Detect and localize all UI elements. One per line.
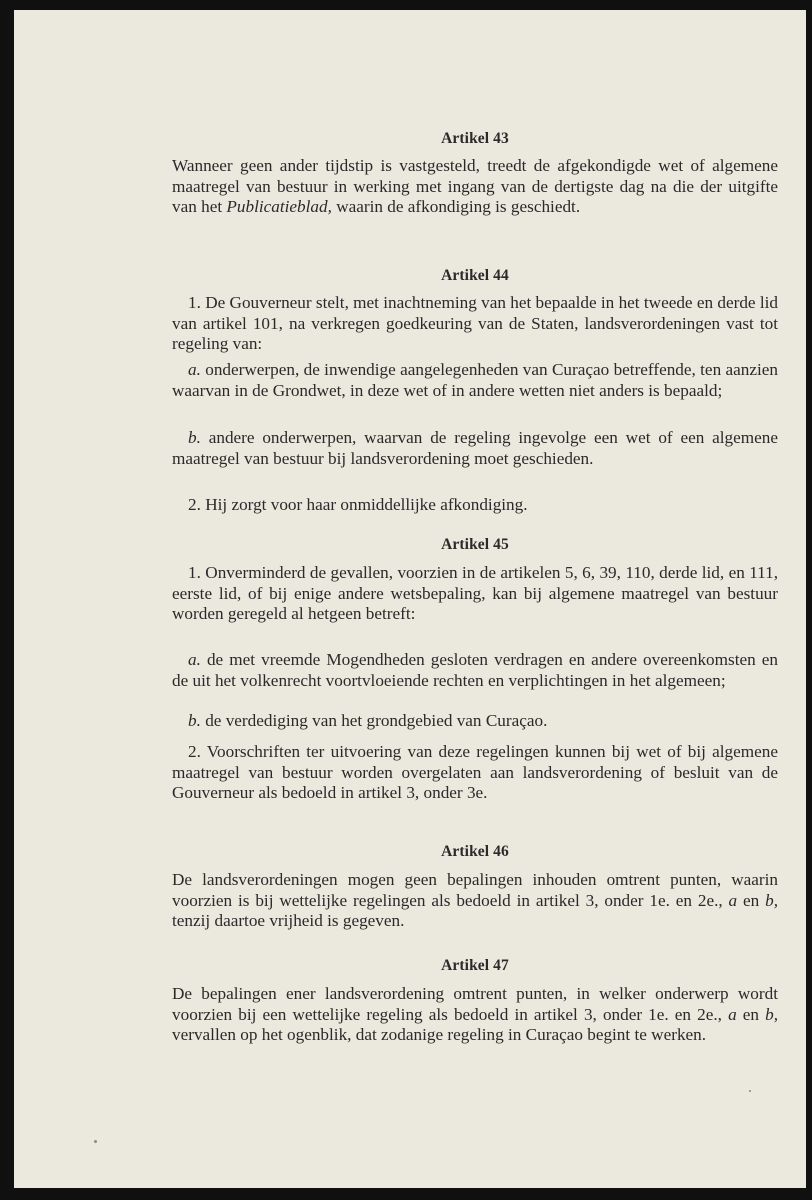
- artikel-47-paragraph: [172, 984, 778, 1046]
- artikel-45-para-1: [172, 563, 778, 625]
- artikel-44-item-a-label: a.: [188, 360, 201, 379]
- artikel-47-text-after: vervallen op het ogenblik, dat zodanige regeling in Curaçao begint te werken.: [172, 1025, 707, 1045]
- artikel-47-italic-a: a: [728, 1004, 737, 1024]
- artikel-45: [172, 535, 778, 556]
- artikel-43-body: [172, 156, 778, 218]
- artikel-47-italic-b: b,: [765, 1004, 778, 1024]
- artikel-44-paragraph-1: 1. De Gouverneur stelt, met inachtneming van het bepaalde in het tweede en derde lid van artikel 101, na verkregen goedkeuring van de Staten, landsverordeningen vast tot regeling van:: [172, 293, 778, 354]
- document-page: [14, 10, 806, 1188]
- artikel-44-para-1: [172, 293, 778, 355]
- artikel-44-item-b-label: b.: [188, 428, 201, 447]
- artikel-44-item-a-paragraph: [172, 360, 778, 401]
- artikel-45-item-b-paragraph: [172, 711, 778, 732]
- artikel-43-heading: Artikel 43: [441, 130, 509, 147]
- artikel-46-italic-b: b,: [765, 890, 778, 910]
- artikel-43-text-before: Wanneer geen ander tijdstip is vastgesteld, treedt de afgekondigde wet of algemene maatregel van bestuur in werking met ingang van de dertigste dag na die der uitgifte van het: [172, 156, 778, 217]
- artikel-44: [172, 266, 778, 287]
- artikel-43-text-italic: Publicatieblad,: [226, 197, 332, 217]
- artikel-44-paragraph-2: 2. Hij zorgt voor haar onmiddellijke afkondiging.: [188, 495, 528, 514]
- artikel-45-item-a-text: de met vreemde Mogendheden gesloten verdragen en andere overeenkomsten en de uit het volkenrecht voortvloeiende rechten en verplichtingen in het algemeen;: [172, 650, 778, 690]
- artikel-46-text-after: tenzij daartoe vrijheid is gegeven.: [172, 911, 405, 931]
- artikel-44-item-b-paragraph: [172, 428, 778, 469]
- artikel-46-paragraph: [172, 870, 778, 932]
- artikel-44-item-b: [172, 428, 778, 469]
- paper-speck: [749, 1090, 751, 1092]
- artikel-44-item-b-text: andere onderwerpen, waarvan de regeling ingevolge een wet of een algemene maatregel van bestuur bij landsverordening moet geschieden.: [172, 428, 778, 468]
- artikel-43-paragraph: [172, 156, 778, 218]
- artikel-45-item-a-paragraph: [172, 650, 778, 691]
- artikel-46-text-mid: en: [737, 890, 766, 910]
- artikel-45-item-a: [172, 650, 778, 691]
- artikel-45-heading: Artikel 45: [441, 536, 509, 553]
- artikel-46-body: [172, 870, 778, 932]
- artikel-44-item-a-text: onderwerpen, de inwendige aangelegenheden van Curaçao betreffende, ten aanzien waarvan in de Grondwet, in deze wet of in andere wetten niet anders is bepaald;: [172, 360, 778, 400]
- artikel-45-item-a-label: a.: [188, 650, 201, 669]
- artikel-47-text-before: De bepalingen ener landsverordening omtrent punten, in welker onderwerp wordt voorzien bij een wettelijke regeling als bedoeld in artikel 3, onder 1e. en 2e.,: [172, 984, 778, 1024]
- artikel-44-para-2: [172, 495, 778, 516]
- artikel-45-item-b-text: de verdediging van het grondgebied van Curaçao.: [200, 711, 548, 730]
- artikel-44-heading: Artikel 44: [441, 267, 509, 284]
- artikel-47-text-mid: en: [736, 1004, 766, 1024]
- artikel-44-item-a: [172, 360, 778, 401]
- artikel-45-item-b: [172, 711, 778, 732]
- artikel-43: [172, 129, 778, 150]
- artikel-45-paragraph-1: 1. Onverminderd de gevallen, voorzien in de artikelen 5, 6, 39, 110, derde lid, en 111, eerste lid, of bij enige andere wetsbepaling, kan bij algemene maatregel van bestuur worden geregeld al hetgeen betreft:: [172, 563, 778, 624]
- artikel-47-heading: Artikel 47: [441, 957, 509, 974]
- artikel-46-text-before: De landsverordeningen mogen geen bepalingen inhouden omtrent punten, waarin voorzien is bij wettelijke regelingen als bedoeld in artikel 3, onder 1e. en 2e.,: [172, 870, 778, 910]
- artikel-46: [172, 842, 778, 863]
- artikel-45-paragraph-2: 2. Voorschriften ter uitvoering van deze regelingen kunnen bij wet of bij algemene maatregel van bestuur worden overgelaten aan landsverordening of besluit van de Gouverneur als bedoeld in artikel 3, onder 3e.: [172, 742, 778, 803]
- artikel-45-para-2: [172, 742, 778, 804]
- artikel-47: [172, 956, 778, 977]
- artikel-47-body: [172, 984, 778, 1046]
- artikel-46-heading: Artikel 46: [441, 843, 509, 860]
- artikel-43-text-after: waarin de afkondiging is geschiedt.: [331, 197, 581, 217]
- artikel-45-item-b-label: b.: [188, 711, 201, 730]
- paper-speck: [94, 1140, 97, 1143]
- artikel-46-italic-a: a: [728, 890, 738, 910]
